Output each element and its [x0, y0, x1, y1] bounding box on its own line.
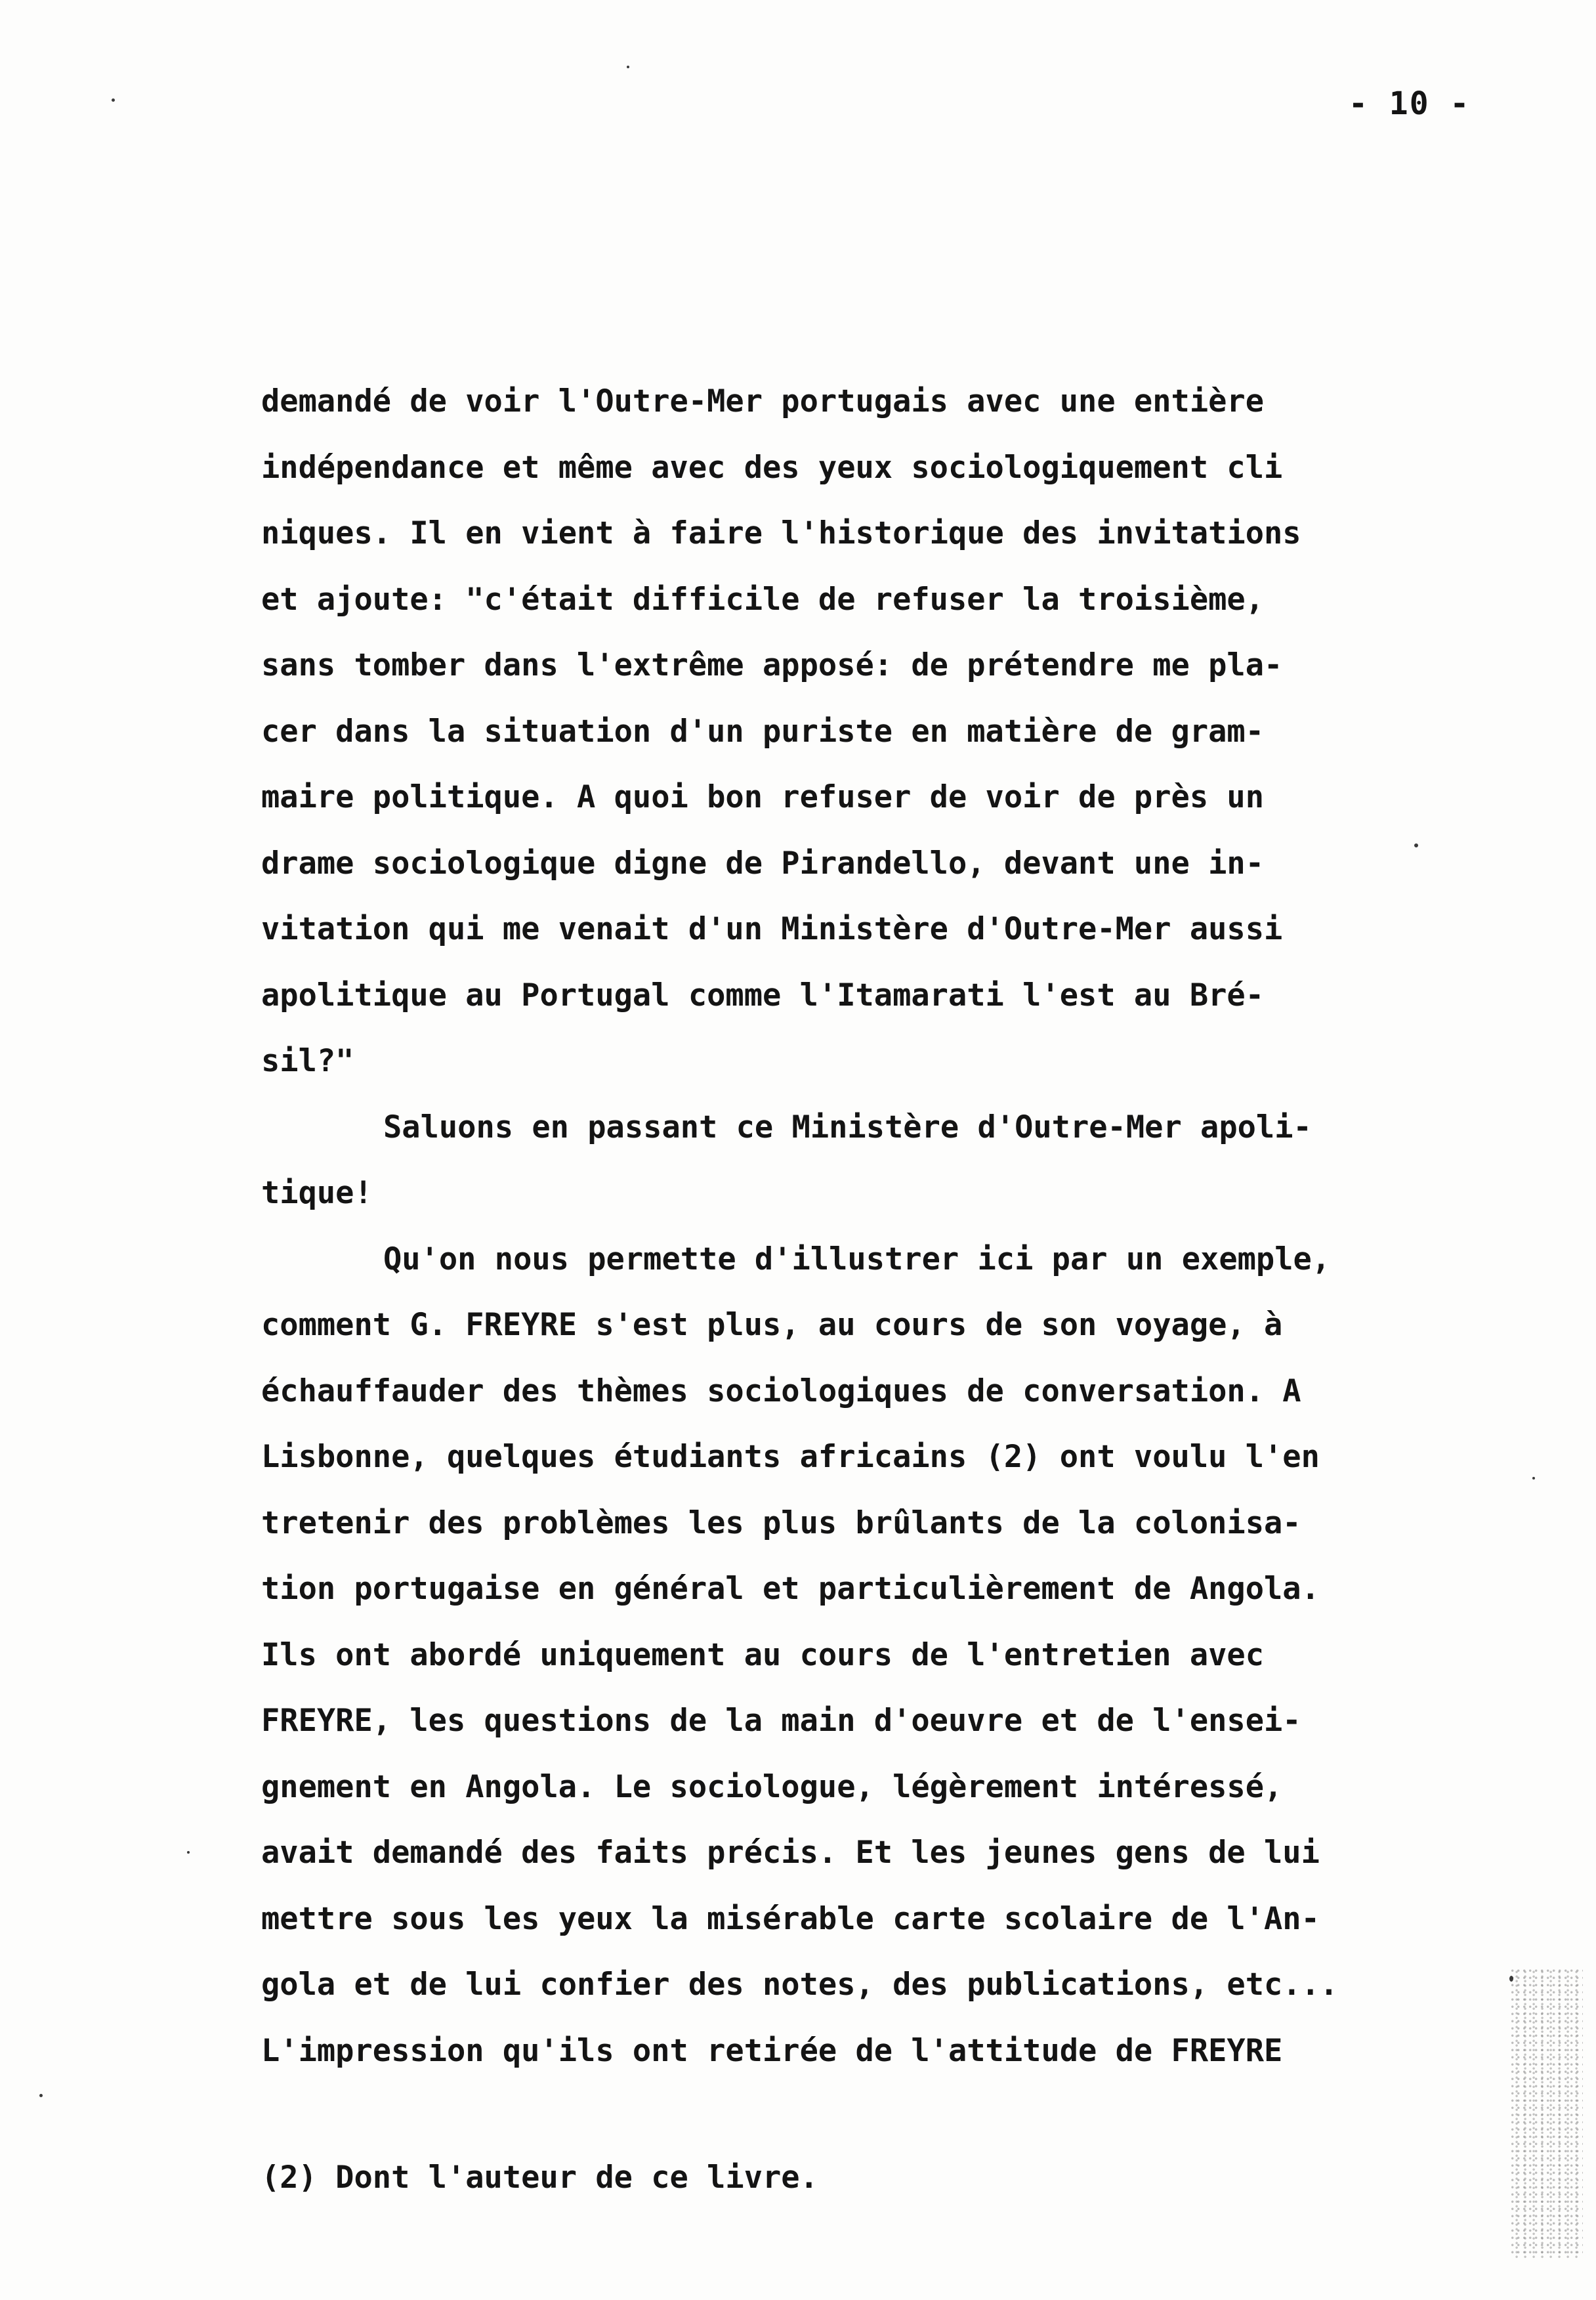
text-line: échauffauder des thèmes sociologiques de conversation. A [261, 1373, 1301, 1409]
text-line: mettre sous les yeux la misérable carte scolaire de l'An- [261, 1900, 1320, 1937]
text-line: tretenir des problèmes les plus brûlants de la colonisa- [261, 1504, 1301, 1541]
body-text [261, 382, 1416, 2097]
text-line: apolitique au Portugal comme l'Itamarati l'est au Bré- [261, 977, 1265, 1013]
scan-speck [187, 1851, 190, 1854]
text-line: comment G. FREYRE s'est plus, au cours de son voyage, à [261, 1307, 1283, 1343]
footnote: (2) Dont l'auteur de ce livre. [261, 2160, 818, 2196]
text-line: et ajoute: "c'était difficile de refuser la troisième, [261, 581, 1265, 618]
text-line: maire politique. A quoi bon refuser de voir de près un [261, 779, 1265, 815]
text-line: cer dans la situation d'un puriste en matière de gram- [261, 713, 1265, 750]
text-line: demandé de voir l'Outre-Mer portugais avec une entière [261, 383, 1265, 419]
text-line: sans tomber dans l'extrême apposé: de prétendre me pla- [261, 647, 1283, 683]
text-line: niques. Il en vient à faire l'historique des invitations [261, 515, 1301, 551]
scan-speck [627, 66, 629, 68]
scan-speck [1532, 1477, 1535, 1480]
paragraph-start-line: Saluons en passant ce Ministère d'Outre-Mer apoli- [383, 1109, 1312, 1145]
text-line: avait demandé des faits précis. Et les jeunes gens de lui [261, 1835, 1320, 1871]
scan-speck [1414, 843, 1418, 847]
text-line: FREYRE, les questions de la main d'oeuvre et de l'ensei- [261, 1703, 1301, 1739]
scan-noise [1511, 1969, 1583, 2258]
text-line: sil?" [261, 1043, 354, 1079]
page-number: - 10 - [1349, 85, 1471, 122]
scan-speck [39, 2094, 43, 2097]
text-line: Lisbonne, quelques étudiants africains (2) ont voulu l'en [261, 1439, 1320, 1475]
text-line: L'impression qu'ils ont retirée de l'attitude de FREYRE [261, 2032, 1283, 2069]
text-line: vitation qui me venait d'un Ministère d'Outre-Mer aussi [261, 911, 1283, 947]
text-line: gnement en Angola. Le sociologue, légèrement intéressé, [261, 1768, 1283, 1805]
text-line: indépendance et même avec des yeux sociologiquement cli [261, 449, 1283, 486]
text-line: tion portugaise en général et particulièrement de Angola. [261, 1571, 1320, 1607]
text-line: Ils ont abordé uniquement au cours de l'entretien avec [261, 1636, 1265, 1673]
paragraph-start-line: Qu'on nous permette d'illustrer ici par un exemple, [383, 1241, 1331, 1277]
scan-speck [112, 98, 115, 102]
text-line: tique! [261, 1175, 373, 1211]
text-line: drame sociologique digne de Pirandello, devant une in- [261, 845, 1265, 882]
text-line: gola et de lui confier des notes, des publications, etc... [261, 1967, 1339, 2003]
